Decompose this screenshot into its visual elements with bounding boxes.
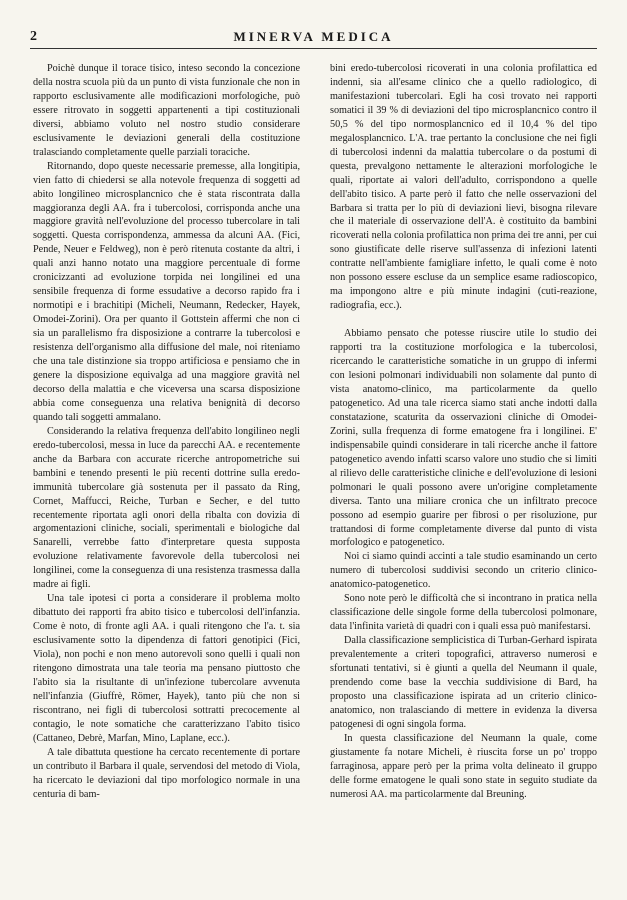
paragraph: In questa classificazione del Neumann la quale, come giustamente fa notare Micheli, è riuscita forse un po' troppo farraginosa, appare però per la prima volta delineato il gruppo delle forme ematogene le quali sono state in seguito studiate da numerosi AA. ma particolarmente dal Breuning. [330,732,597,800]
page-header [30,28,597,49]
paragraph: Una tale ipotesi ci porta a considerare il problema molto dibattuto dei rapporti fra abito tisico e tubercolosi dell'infanzia. Come è noto, di fronte agli AA. i quali ritengono che l'a. t. sia esclusivamente sotto la dipendenza di fattori genotipici (Fici, Viola), non pochi e non meno autorevoli sono quelli i quali non ritengono dimostrata una tale teoria ma pensano piuttosto che l'abito sia la risultante di un'infezione tubercolare avvenuta nell'infanzia (Giuffrè, Römer, Hayek), tanto più che non si riscontrano, nei figli di tubercolosi sottratti precocemente al contagio, le note somatiche che caratterizzano l'abito tisico (Cattaneo, Debrè, Marfan, Mino, Laplane, ecc.). [33,593,300,744]
paragraph: Considerando la relativa frequenza dell'abito longilineo negli eredo-tubercolosi, messa in luce da parecchi AA. e recentemente anche da Barbara con accurate ricerche antropometriche sui bambini e tenendo presenti le più recenti dottrine sulla eredo-immunità tubercolare già sostenuta per il passato da Ring, Cornet, Maffucci, Reiche, Turban e Secher, e del tutto recentemente riportata agli onori della ribalta con dovizia di argomentazioni cliniche, sociali, sperimentali e biologiche dal Sanarelli, verrebbe fatto d'interpretare questa supposta evoluzione relativamente favorevole della tubercolosi nei longilinei, come la conseguenza di una resistenza trasmessa dalla madre ai figli. [33,425,300,591]
left-column [33,62,300,802]
page-number: 2 [30,29,37,44]
paragraph: Noi ci siamo quindi accinti a tale studio esaminando un certo numero di tubercolosi suddivisi secondo un criterio clinico-anatomico-patogenetico. [330,551,597,591]
journal-title: MINERVA MEDICA [233,29,394,44]
paragraph-continued: bini eredo-tubercolosi ricoverati in una colonia profilattica ed indenni, sia all'esame clinico che a quello radiologico, di manifestazioni tubercolari. Egli ha così trovato nei rapporti somatici il 39 % di deviazioni del tipo microsplancnico contro il 50,5 % del tipo normosplancnico ed il 10,4 % del tipo megalosplancnico. L'A. trae pertanto la conclusione che nei figli di tubercolosi indenni da malattia tubercolare o da postumi di questa, prevalgono nettamente le alterazioni morfologiche le quali, riportate ai valori dell'adulto, corrispondono a quelle dell'abito tisico. A parte però il fatto che nelle osservazioni del Barbara si tratta per lo più di deviazioni lievi, bisogna rilevare che il materiale di osservazione dell'A. è costituito da bambini ricoverati nella colonia profilattica non prima dei tre anni, per cui sono giustificate delle riserve sull'assenza di infezioni latenti contratte nell'ambiente famigliare infetto, le quali come è noto non possono essere escluse da un semplice esame radioscopico, ma impongono altre e più minute indagini (cuti-reazione, radiografia, ecc.). [330,63,597,312]
right-column [330,62,597,802]
paragraph: Ritornando, dopo queste necessarie premesse, alla longitipia, vien fatto di chiedersi se alla notevole frequenza di soggetti ad abito longilineo microsplancnico che è stata riscontrata dalla maggioranza degli AA. fra i tubercolosi, corrisponda anche una maggiore gravità nell'evoluzione del processo tubercolare in tali soggetti. Questa corrispondenza, ammessa da alcuni AA. (Fici, Pende, Neuer e Feldweg), non è però ritenuta costante da altri, i quali anzi hanno notato una maggiore percentuale di forme cronicizzanti ad evoluzione torpida nei longilinei ed una sensibile frequenza di forme essudative a decorso rapido fra i normotipi e i brachitipi (Micheli, Neumann, Redecker, Hayek, Omodei-Zorini). Ora per quanto il Gottstein affermi che non ci sia un parallelismo fra disposizione a contrarre la tubercolosi e resistenza dell'organismo alla diffusione del male, noi riteniamo che una tale distinzione sia troppo artificiosa e pensiamo che in genere la disposizione equivalga ad una maggiore gravità nel decorso della malattia e che viceversa una scarsa disposizione abbia come conseguenza una relativa benignità di decorso quando tali soggetti ammalano. [33,160,300,423]
paragraph: Dalla classificazione semplicistica di Turban-Gerhard ispirata prevalentemente a criteri topografici, attraverso numerosi e sfortunati tentativi, si è giunti a quella del Neumann il quale, prendendo come base la vecchia suddivisione di Bard, ha proposto una classificazione ispirata ad un criterio clinico-anatomico, non tralasciando di mettere in evidenza la diversa patogenesi di ogni singola forma. [330,635,597,730]
paragraph: Poichè dunque il torace tisico, inteso secondo la concezione della nostra scuola più da un punto di vista funzionale che non in rapporto esclusivamente alle modificazioni morfologiche, può essere ritrovato in soggetti appartenenti a tipi costituzionali diversi, abbiamo voluto nel nostro studio considerare esclusivamente le deviazioni generali della costituzione tralasciando completamente quelle parziali toraciche. [33,63,300,158]
paragraph: Sono note però le difficoltà che si incontrano in pratica nella classificazione delle singole forme della tubercolosi polmonare, data l'infinita varietà di quadri con i quali essa può manifestarsi. [330,593,597,633]
paragraph: A tale dibattuta questione ha cercato recentemente di portare un contributo il Barbara il quale, servendosi del metodo di Viola, ha ricercato le deviazioni dal tipo morfologico normale in una centuria di bam- [33,746,300,800]
paragraph: Abbiamo pensato che potesse riuscire utile lo studio dei rapporti tra la costituzione morfologica e la tubercolosi, ricercando le caratteristiche somatiche in un gruppo di infermi con lesioni polmonari individuabili non solamente dal punto di vista anatomo-clinico, ma particolarmente da quello patogenetico. Ad una tale ricerca siamo stati anche indotti dalla constatazione, scaturita da osservazioni cliniche di Omodei-Zorini, sulla frequenza di forme ematogene fra i longilinei. E' indispensabile quindi considerare in tali ricerche anche il fattore patogenetico avendo infatti scarso valore uno studio che si limiti al rilievo delle caratteristiche cliniche e dell'evoluzione di lesioni polmonari le quali possono avere un'origine completamente diversa. Tanto una miliare cronica che un infiltrato precoce possono ad esempio guarire per fibrosi o per risoluzione, pur trattandosi di forme completamente diverse dal punto di vista morfologico e patogenetico. [330,328,597,549]
